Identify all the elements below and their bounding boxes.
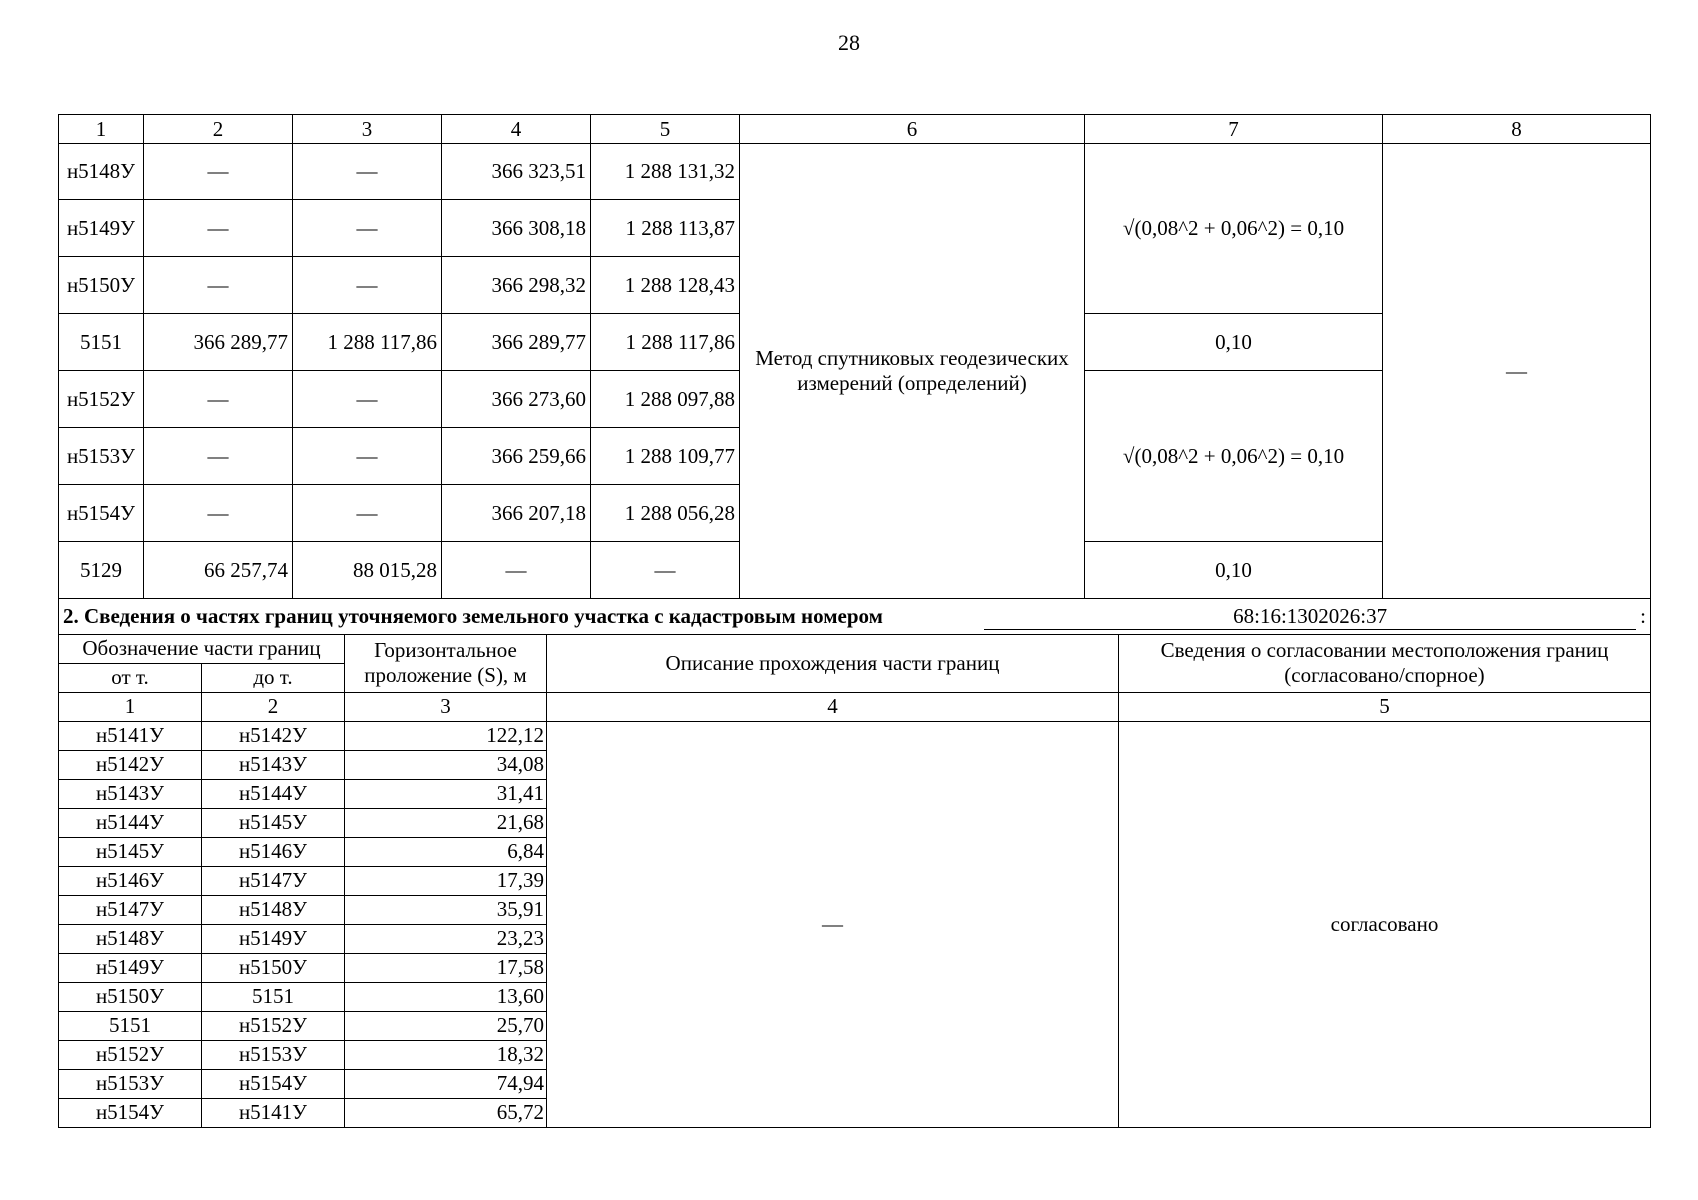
- from-point: н5149У: [59, 953, 202, 982]
- header-row: [59, 634, 1651, 663]
- document-tables: [58, 114, 1650, 1128]
- accuracy-cell: 0,10: [1085, 314, 1383, 371]
- y-new: 1 288 109,77: [591, 428, 740, 485]
- to-point: н5149У: [202, 924, 345, 953]
- section-title: 2. Сведения о частях границ уточняемого земельного участка с кадастровым номером: [63, 604, 883, 628]
- y-new: 1 288 056,28: [591, 485, 740, 542]
- x-old: —: [144, 371, 293, 428]
- from-point: н5141У: [59, 721, 202, 750]
- col-number: 2: [144, 115, 293, 144]
- y-old: —: [293, 144, 442, 200]
- coordinates-table: [58, 114, 1651, 635]
- length: 21,68: [345, 808, 547, 837]
- x-new: —: [442, 542, 591, 599]
- to-point: н5146У: [202, 837, 345, 866]
- to-point: н5145У: [202, 808, 345, 837]
- x-old: —: [144, 144, 293, 200]
- col8-cell: —: [1383, 144, 1651, 599]
- x-old: —: [144, 200, 293, 257]
- col-number: 4: [547, 692, 1119, 721]
- to-point: н5143У: [202, 750, 345, 779]
- to-point: н5142У: [202, 721, 345, 750]
- column-number-row: [59, 692, 1651, 721]
- x-old: —: [144, 428, 293, 485]
- y-old: —: [293, 485, 442, 542]
- length: 74,94: [345, 1069, 547, 1098]
- length: 31,41: [345, 779, 547, 808]
- boundary-parts-table: [58, 634, 1651, 1128]
- x-new: 366 298,32: [442, 257, 591, 314]
- to-point: н5141У: [202, 1098, 345, 1127]
- table-row: [59, 144, 1651, 200]
- col-number: 5: [1119, 692, 1651, 721]
- to-point: н5147У: [202, 866, 345, 895]
- x-new: 366 273,60: [442, 371, 591, 428]
- point-name: н5150У: [59, 257, 144, 314]
- from-point: н5148У: [59, 924, 202, 953]
- col-number: 3: [345, 692, 547, 721]
- x-new: 366 289,77: [442, 314, 591, 371]
- header-length: Горизонтальное проложение (S), м: [345, 634, 547, 692]
- col-number: 4: [442, 115, 591, 144]
- col-number: 2: [202, 692, 345, 721]
- from-point: н5152У: [59, 1040, 202, 1069]
- y-new: 1 288 117,86: [591, 314, 740, 371]
- point-name: н5148У: [59, 144, 144, 200]
- y-new: 1 288 128,43: [591, 257, 740, 314]
- point-name: н5153У: [59, 428, 144, 485]
- point-name: 5151: [59, 314, 144, 371]
- section-heading-row: [59, 599, 1651, 635]
- y-old: 88 015,28: [293, 542, 442, 599]
- description-cell: —: [547, 721, 1119, 1127]
- from-point: н5145У: [59, 837, 202, 866]
- x-new: 366 308,18: [442, 200, 591, 257]
- table-row: [59, 721, 1651, 750]
- col-number: 7: [1085, 115, 1383, 144]
- to-point: н5144У: [202, 779, 345, 808]
- length: 6,84: [345, 837, 547, 866]
- col-number: 1: [59, 115, 144, 144]
- accuracy-cell: √(0,08^2 + 0,06^2) = 0,10: [1085, 371, 1383, 542]
- from-point: н5143У: [59, 779, 202, 808]
- y-old: —: [293, 200, 442, 257]
- cadastral-number: 68:16:1302026:37: [984, 604, 1636, 630]
- y-new: 1 288 113,87: [591, 200, 740, 257]
- header-description: Описание прохождения части границ: [547, 634, 1119, 692]
- x-new: 366 207,18: [442, 485, 591, 542]
- point-name: н5152У: [59, 371, 144, 428]
- section-heading: [59, 599, 1651, 635]
- length: 17,39: [345, 866, 547, 895]
- length: 35,91: [345, 895, 547, 924]
- point-name: н5149У: [59, 200, 144, 257]
- x-old: 66 257,74: [144, 542, 293, 599]
- to-point: н5154У: [202, 1069, 345, 1098]
- length: 25,70: [345, 1011, 547, 1040]
- col-number: 3: [293, 115, 442, 144]
- x-old: —: [144, 485, 293, 542]
- method-cell: Метод спутниковых геодезических измерений (определений): [740, 144, 1085, 599]
- length: 34,08: [345, 750, 547, 779]
- to-point: 5151: [202, 982, 345, 1011]
- section-colon: :: [1640, 603, 1646, 628]
- col-number: 6: [740, 115, 1085, 144]
- x-old: 366 289,77: [144, 314, 293, 371]
- accuracy-cell: 0,10: [1085, 542, 1383, 599]
- accuracy-cell: √(0,08^2 + 0,06^2) = 0,10: [1085, 144, 1383, 314]
- from-point: 5151: [59, 1011, 202, 1040]
- from-point: н5146У: [59, 866, 202, 895]
- to-point: н5153У: [202, 1040, 345, 1069]
- from-point: н5150У: [59, 982, 202, 1011]
- header-agreement: Сведения о согласовании местоположения границ (согласовано/спорное): [1119, 634, 1651, 692]
- from-point: н5154У: [59, 1098, 202, 1127]
- y-old: —: [293, 257, 442, 314]
- page-number: 28: [838, 30, 860, 55]
- y-old: —: [293, 371, 442, 428]
- length: 18,32: [345, 1040, 547, 1069]
- from-point: н5144У: [59, 808, 202, 837]
- length: 17,58: [345, 953, 547, 982]
- x-new: 366 323,51: [442, 144, 591, 200]
- y-new: —: [591, 542, 740, 599]
- y-new: 1 288 131,32: [591, 144, 740, 200]
- point-name: н5154У: [59, 485, 144, 542]
- to-point: н5152У: [202, 1011, 345, 1040]
- from-point: н5142У: [59, 750, 202, 779]
- length: 23,23: [345, 924, 547, 953]
- col-number: 5: [591, 115, 740, 144]
- x-new: 366 259,66: [442, 428, 591, 485]
- header-from: от т.: [59, 663, 202, 692]
- length: 122,12: [345, 721, 547, 750]
- y-old: 1 288 117,86: [293, 314, 442, 371]
- length: 65,72: [345, 1098, 547, 1127]
- header-part: Обозначение части границ: [59, 634, 345, 663]
- y-new: 1 288 097,88: [591, 371, 740, 428]
- agreement-cell: согласовано: [1119, 721, 1651, 1127]
- from-point: н5147У: [59, 895, 202, 924]
- length: 13,60: [345, 982, 547, 1011]
- column-number-row: [59, 115, 1651, 144]
- col-number: 8: [1383, 115, 1651, 144]
- header-to: до т.: [202, 663, 345, 692]
- to-point: н5148У: [202, 895, 345, 924]
- to-point: н5150У: [202, 953, 345, 982]
- col-number: 1: [59, 692, 202, 721]
- x-old: —: [144, 257, 293, 314]
- from-point: н5153У: [59, 1069, 202, 1098]
- y-old: —: [293, 428, 442, 485]
- point-name: 5129: [59, 542, 144, 599]
